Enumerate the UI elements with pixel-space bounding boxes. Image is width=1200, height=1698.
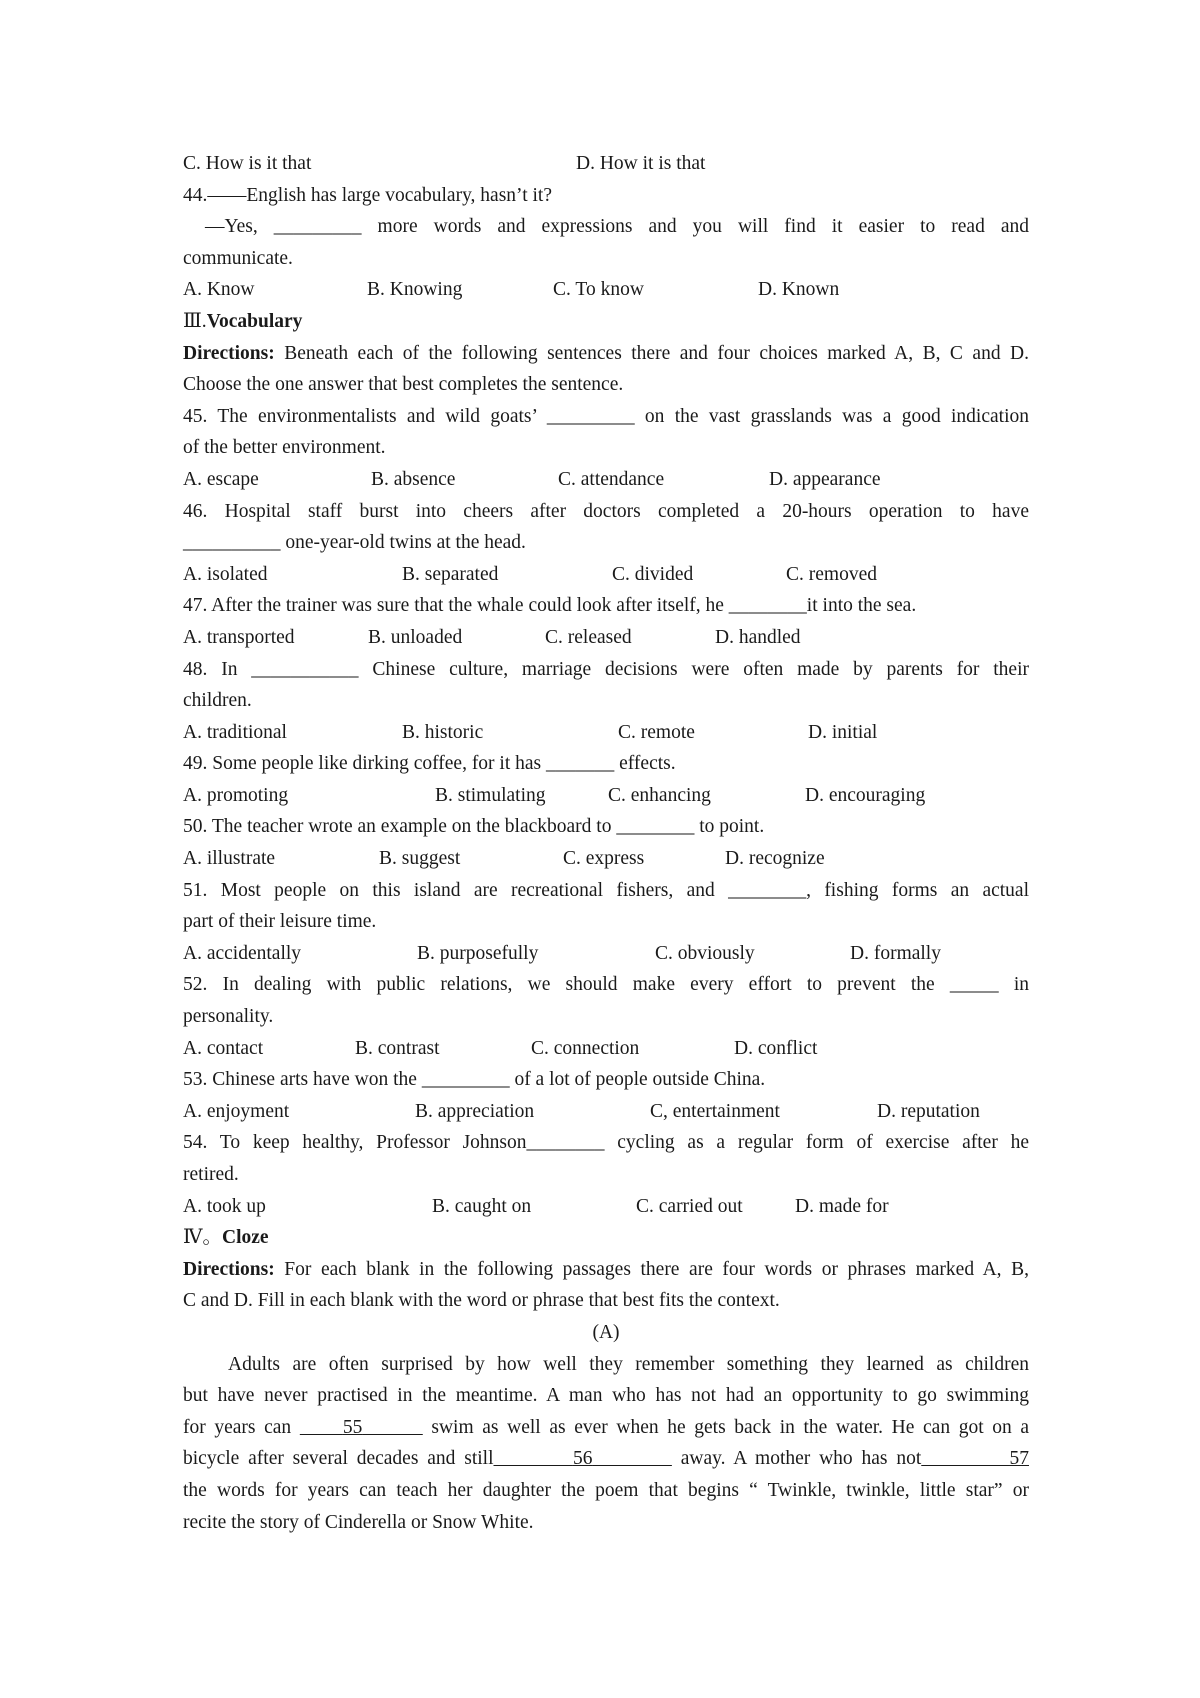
question-stem: 49. Some people like dirking coffee, for it has _______ effects.	[183, 753, 676, 775]
question-stem-continued: retired.	[183, 1164, 239, 1185]
option: C. remote	[618, 721, 695, 743]
option: A. illustrate	[183, 848, 276, 870]
option: D. formally	[850, 942, 941, 964]
option: D. encouraging	[805, 784, 926, 806]
option: A. took up	[183, 1195, 266, 1217]
question-stem: 46. Hospital staff burst into cheers after doctors completed a 20-hours operation to have	[183, 500, 1029, 522]
option: B. caught on	[432, 1195, 532, 1217]
option: B. Knowing	[367, 279, 463, 301]
question-stem-continued: children.	[183, 690, 252, 712]
passage-text: bicycle after several decades and still	[183, 1448, 494, 1470]
option: D. made for	[795, 1195, 889, 1217]
option: D. initial	[808, 721, 878, 743]
question-options	[183, 1191, 1029, 1223]
directions	[183, 338, 1029, 370]
question-options	[183, 1033, 1029, 1065]
question-options	[183, 780, 1029, 812]
question-stem: 50. The teacher wrote an example on the blackboard to ________ to point.	[183, 816, 765, 838]
option: B. appreciation	[415, 1100, 535, 1122]
passage-line: the words for years can teach her daughter the poem that begins “ Twinkle, twinkle, little star” or	[183, 1479, 1029, 1501]
question-options	[183, 622, 1029, 654]
option: C, entertainment	[650, 1100, 780, 1122]
section-number: Ⅳ。	[183, 1227, 222, 1249]
question-options	[183, 938, 1029, 970]
directions-label: Directions:	[183, 1258, 275, 1280]
option: B. unloaded	[368, 626, 463, 648]
option: A. accidentally	[183, 942, 302, 964]
option: B. stimulating	[435, 784, 546, 806]
q44-reply-continued: communicate.	[183, 247, 293, 269]
option: B. separated	[402, 563, 499, 585]
passage-text: swim as well as ever when he gets back in the water. He can got on a	[431, 1416, 1029, 1438]
blank-number: 55	[342, 1416, 363, 1438]
directions-continued: Choose the one answer that best completes the sentence.	[183, 374, 624, 396]
passage-line	[183, 1412, 1029, 1444]
question-options	[183, 464, 1029, 496]
option: D. Known	[758, 279, 840, 301]
passage-line: recite the story of Cinderella or Snow White.	[183, 1511, 534, 1533]
option: C. released	[545, 626, 632, 648]
option: A. enjoyment	[183, 1100, 290, 1122]
q43-option-d: D. How it is that	[576, 153, 706, 174]
q44-options	[183, 274, 1029, 306]
question-options	[183, 843, 1029, 875]
q43-option-c: C. How is it that	[183, 153, 312, 174]
q44-stem: 44.——English has large vocabulary, hasn’t it?	[183, 184, 552, 206]
option: D. conflict	[734, 1037, 818, 1059]
option: D. recognize	[725, 848, 825, 870]
question-stem: 53. Chinese arts have won the _________ of a lot of people outside China.	[183, 1069, 766, 1091]
option: C. carried out	[636, 1195, 743, 1217]
section-title: Vocabulary	[206, 310, 303, 332]
section-title: Cloze	[221, 1227, 269, 1249]
q43-options	[183, 148, 1029, 180]
option: C. divided	[612, 563, 694, 585]
passage-label: (A)	[592, 1321, 620, 1343]
option: B. absence	[371, 468, 456, 490]
passage-text: for years can	[183, 1416, 292, 1438]
question-stem: 47. After the trainer was sure that the whale could look after itself, he ________it into the sea.	[183, 595, 917, 617]
question-options	[183, 1096, 1029, 1128]
option: A. promoting	[183, 784, 289, 806]
option: D. appearance	[769, 468, 881, 490]
question-stem: 45. The environmentalists and wild goats’ _________ on the vast grasslands was a good indication	[183, 405, 1029, 427]
option: A. traditional	[183, 721, 287, 743]
option: A. transported	[183, 626, 295, 648]
option: C. obviously	[655, 942, 755, 964]
question-options	[183, 717, 1029, 749]
passage-line: Adults are often surprised by how well they remember something they learned as children	[228, 1353, 1029, 1375]
section-number: Ⅲ.	[183, 310, 207, 332]
blank-55	[300, 1417, 423, 1438]
option: A. escape	[183, 468, 259, 490]
blank-number: 56	[572, 1448, 593, 1470]
option: A. Know	[183, 279, 255, 301]
q44-reply: —Yes, _________ more words and expressions and you will find it easier to read and	[205, 216, 1029, 238]
option: A. isolated	[183, 563, 268, 585]
option: C. enhancing	[608, 784, 711, 806]
option: C. To know	[553, 279, 644, 301]
option: D. reputation	[877, 1100, 980, 1122]
option: D. handled	[715, 626, 801, 648]
passage-text: away. A mother who has not	[680, 1448, 922, 1470]
passage-line	[183, 1443, 1029, 1475]
option: B. purposefully	[417, 942, 539, 964]
section-heading-cloze	[183, 1222, 1029, 1254]
option: C. connection	[531, 1037, 640, 1059]
question-stem-continued: personality.	[183, 1006, 274, 1028]
option: C. attendance	[558, 468, 665, 490]
blank-56	[494, 1448, 672, 1469]
question-stem-continued: of the better environment.	[183, 437, 386, 459]
option: B. historic	[402, 721, 484, 743]
blank-57	[921, 1448, 1029, 1469]
exam-page	[183, 148, 1029, 1538]
question-stem: 52. In dealing with public relations, we should make every effort to prevent the _____ in	[183, 974, 1029, 996]
directions-text: For each blank in the following passages there are four words or phrases marked A, B,	[284, 1258, 1029, 1280]
question-options	[183, 559, 1029, 591]
question-stem: 51. Most people on this island are recreational fishers, and ________, fishing forms an actual	[183, 879, 1029, 901]
question-stem-continued: part of their leisure time.	[183, 911, 377, 933]
option: C. express	[563, 848, 645, 870]
directions	[183, 1254, 1029, 1286]
directions-text: Beneath each of the following sentences there and four choices marked A, B, C and D.	[284, 342, 1029, 364]
passage-line: but have never practised in the meantime. A man who has not had an opportunity to go swimming	[183, 1385, 1029, 1407]
option: B. suggest	[379, 848, 461, 870]
directions-label: Directions:	[183, 342, 275, 364]
question-stem: 48. In ___________ Chinese culture, marriage decisions were often made by parents for their	[183, 658, 1029, 680]
question-stem: 54. To keep healthy, Professor Johnson________ cycling as a regular form of exercise after he	[183, 1132, 1029, 1154]
directions-continued: C and D. Fill in each blank with the word or phrase that best fits the context.	[183, 1290, 780, 1312]
section-heading-vocabulary	[183, 306, 1029, 338]
option: A. contact	[183, 1037, 264, 1059]
question-stem-continued: __________ one-year-old twins at the head.	[183, 532, 526, 554]
option: B. contrast	[355, 1037, 440, 1059]
blank-number: 57	[1009, 1448, 1029, 1470]
option: C. removed	[786, 563, 877, 585]
